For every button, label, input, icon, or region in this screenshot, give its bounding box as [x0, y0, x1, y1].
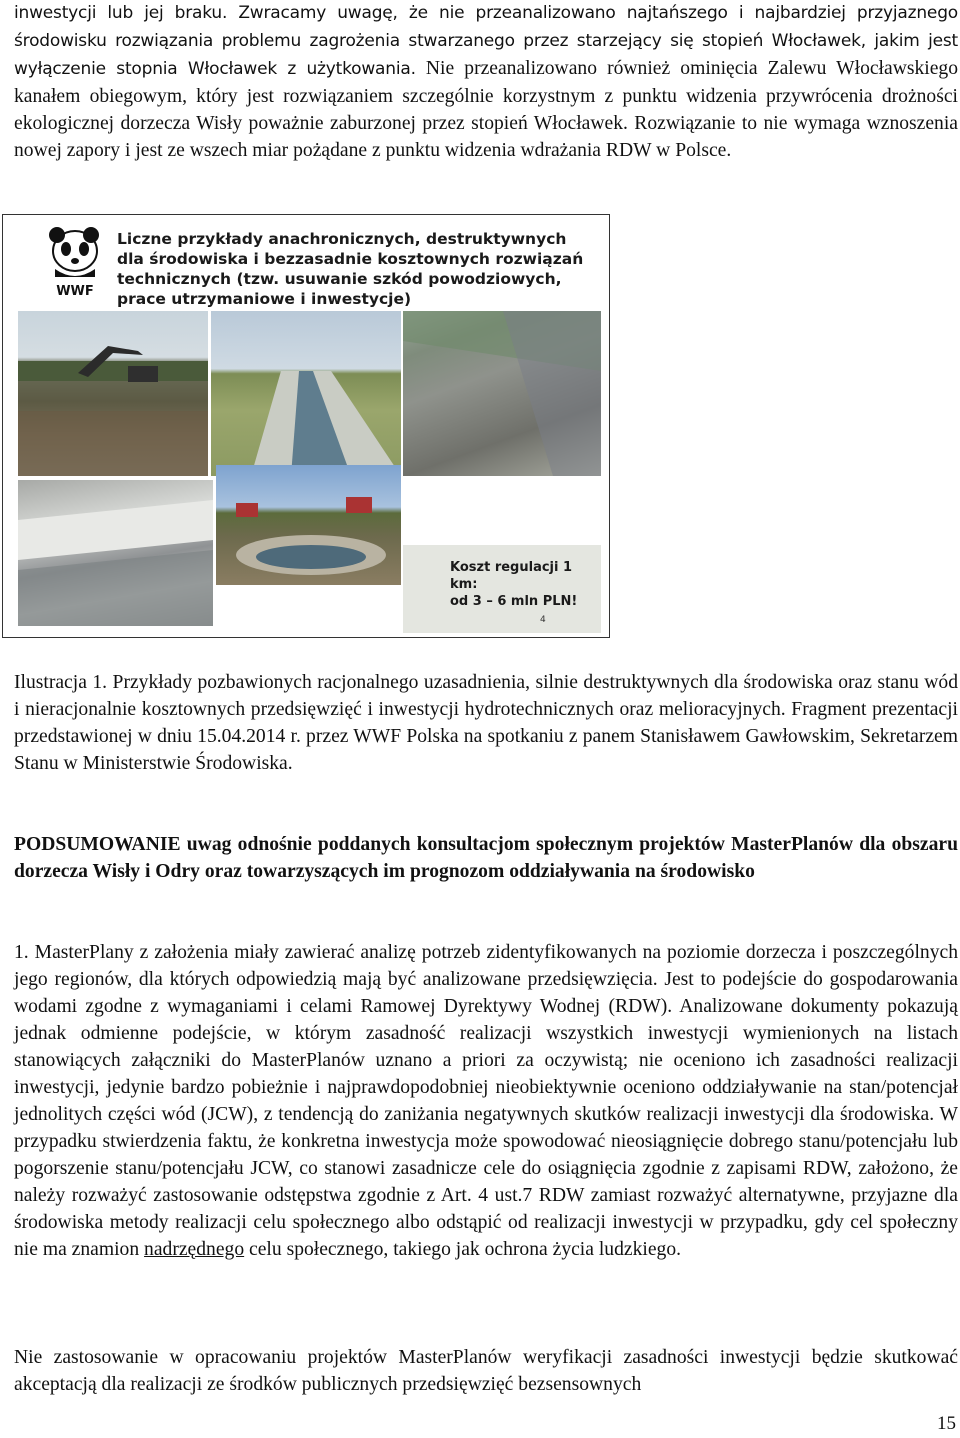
page-number: 15 — [937, 1413, 956, 1434]
intro-sentence-1: inwestycji lub jej braku. Zwracamy uwagę, że nie przeanalizowano najtańszego i najbardziej przyjaznego środowisku rozwiązania problemu zagrożenia stwarzanego przez starzejący się stopień Włocławek, jakim jest wyłączenie stopnia Włocławek z użytkowania. — [14, 3, 958, 79]
photo-retention-basin — [216, 465, 401, 585]
cost-label — [450, 559, 600, 610]
figure-slide — [2, 214, 610, 638]
slide-title: Liczne przykłady anachronicznych, destruktywnych dla środowiska i bezzasadnie kosztownych rozwiązań technicznych (tzw. usuwanie szkód powodziowych, prace utrzymaniowe i inwestycje) — [117, 230, 584, 308]
photo-stone-embankment — [403, 311, 601, 476]
wwf-logo-text: WWF — [56, 284, 94, 299]
slide-number: 4 — [540, 615, 546, 625]
point-1-text-a: 1. MasterPlany z założenia miały zawierać analizę potrzeb zidentyfikowanych na poziomie dorzecza i poszczególnych jego regionów, dla których odpowiedzią mają być analizowane przedsięwzięcia. Jest to podejście do gospodarowania wodami zgodne z wymaganiami i celami Ramowej Dyrektywy Wodnej (RDW). Analizowane dokumenty pokazują jednak odmienne podejście, w którym zasadność realizacji wszystkich inwestycji wymienionych na listach stanowiących załączniki do MasterPlanów uznano a priori za oczywistą; nie oceniono ich zasadności realizacji inwestycji, jedynie bardzo pobieżnie i najprawdopodobniej nieobiektywnie oceniono oddziaływanie na stan/potencjał jednolitych części wód (JCW), z tendencją do zaniżania negatywnych skutków realizacji inwestycji dla środowiska. W przypadku stwierdzenia faktu, że konkretna inwestycja może spowodować nieosiągnięcie dobrego stanu/potencjału lub pogorszenie stanu/potencjału JCW, co stanowi zasadnicze cele do osiągnięcia zgodnie z zapisami RDW, założono, że należy rozważyć zastosowanie odstępstwa zgodnie z Art. 4 ust.7 RDW zamiast rozważyć alternatywne, przyjazne dla środowiska metody realizacji celu społecznego albo odstąpić od realizacji inwestycji w przypadku, gdy cel społeczny nie ma znamion — [14, 942, 958, 1260]
intro-sentence-2: Nie przeanalizowano również ominięcia Zalewu Włocławskiego kanałem obiegowym, który jest rozwiązaniem szczególnie korzystnym z punktu widzenia przywrócenia drożności ekologicznej dorzecza Wisły poważnie zaburzonej przez stopień Włocławek. Rozwiązanie to nie wymaga wznoszenia nowej zapory i jest ze wszech miar pożądane z punktu widzenia wdrażania RDW w Polsce. — [14, 58, 959, 161]
point-1-text-b: celu społecznego, takiego jak ochrona życia ludzkiego. — [244, 1239, 682, 1260]
cost-line-2: od 3 – 6 mln PLN! — [450, 594, 578, 609]
photo-regulated-channel — [211, 311, 401, 476]
intro-paragraph — [14, 0, 958, 164]
figure-caption: Ilustracja 1. Przykłady pozbawionych racjonalnego uzasadnienia, silnie destruktywnych dla środowiska oraz stanu wód i nieracjonalnie kosztownych przedsięwzięć i inwestycji hydrotechnicznych oraz melioracyjnych. Fragment prezentacji przedstawionej w dniu 15.04.2014 r. przez WWF Polska na spotkaniu z panem Stanisławem Gawłowskim, Sekretarzem Stanu w Ministerstwie Środowiska. — [14, 672, 958, 774]
wwf-panda-logo — [45, 225, 105, 300]
photo-concrete-weir — [18, 480, 213, 626]
point-1-underlined-word: nadrzędnego — [144, 1239, 245, 1260]
cost-line-1: Koszt regulacji 1 km: — [450, 560, 573, 592]
summary-heading: PODSUMOWANIE uwag odnośnie poddanych konsultacjom społecznym projektów MasterPlanów dla obszaru dorzecza Wisły i Odry oraz towarzyszących im prognozom oddziaływania na środowisko — [14, 834, 958, 882]
photo-excavator-wetland — [18, 311, 208, 476]
summary-point-1 — [14, 939, 958, 1263]
summary-point-2: Nie zastosowanie w opracowaniu projektów MasterPlanów weryfikacji zasadności inwestycji będzie skutkować akceptacją dla realizacji ze środków publicznych przedsięwzięć bezsensownych — [14, 1347, 958, 1395]
